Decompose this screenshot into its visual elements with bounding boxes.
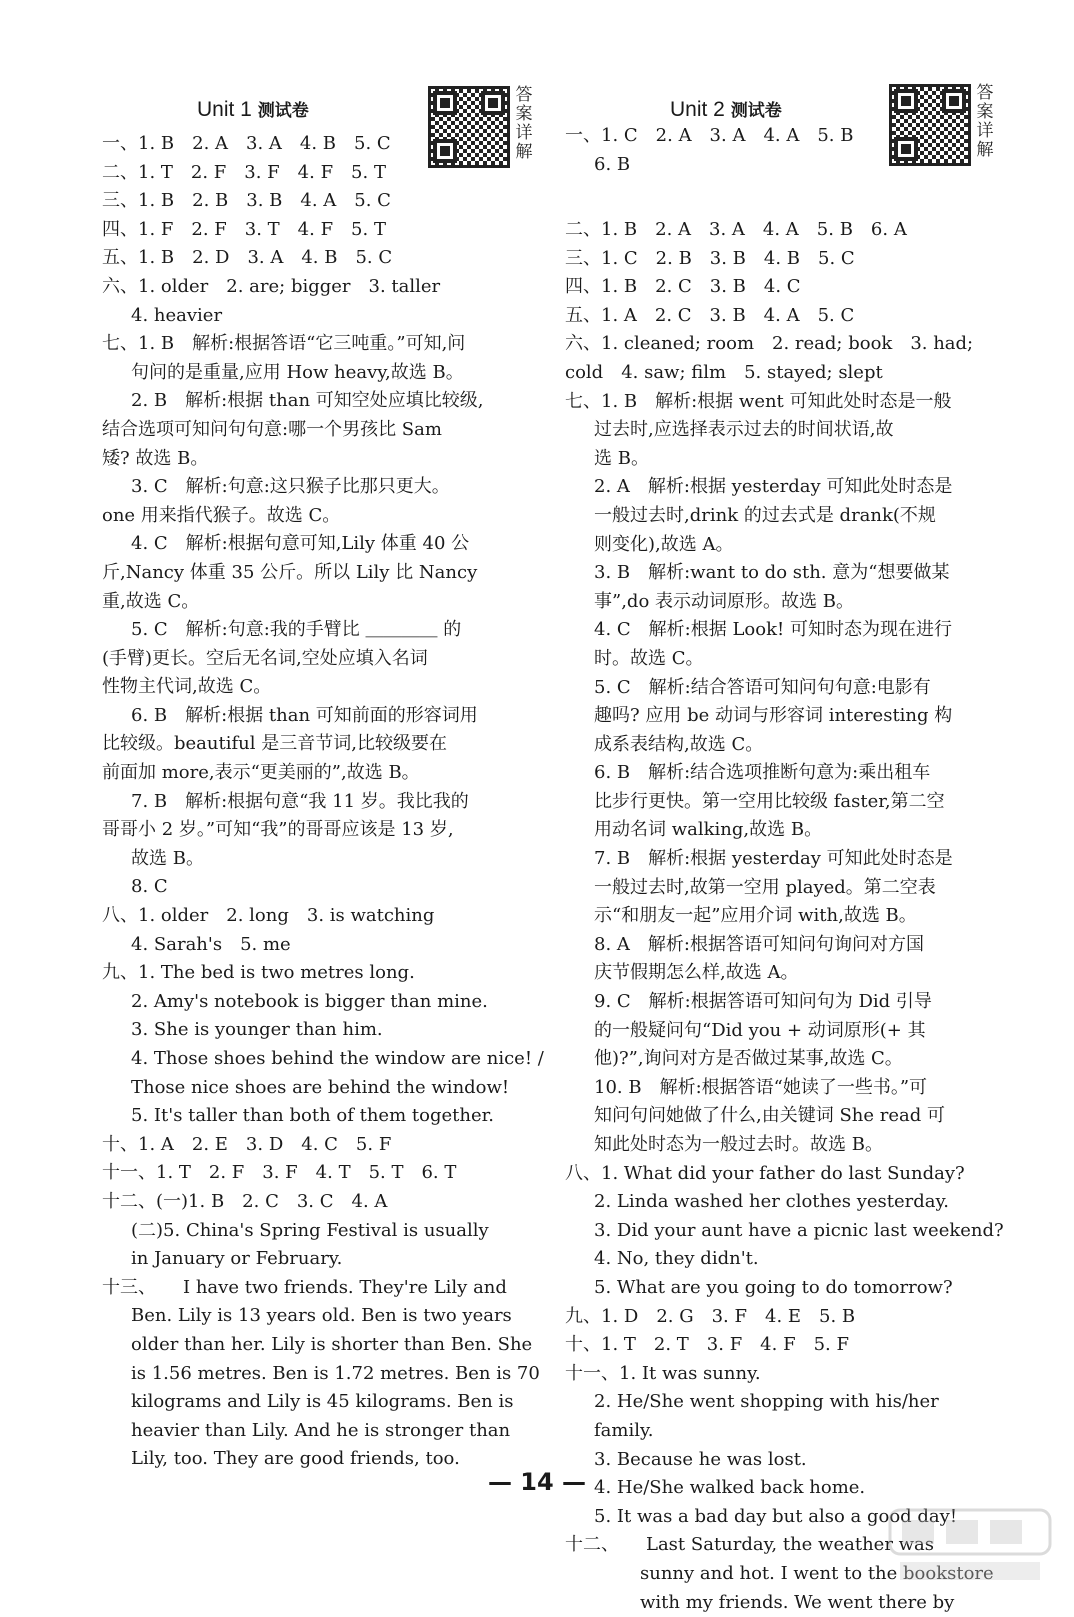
unit1-answer-line: 九、1. The bed is two metres long. (102, 959, 550, 988)
unit1-answer-line: 句问的是重量,应用 How heavy,故选 B。 (102, 359, 550, 388)
unit2-title-text: Unit 2 (670, 98, 725, 121)
unit1-answer-line: 七、1. B 解析:根据答语“它三吨重。”可知,问 (102, 330, 550, 359)
unit1-answer-line: 比较级。beautiful 是三音节词,比较级要在 (102, 730, 550, 759)
unit2-answer-line: 4. No, they didn't. (565, 1245, 1013, 1274)
unit2-answer-line: 2. Linda washed her clothes yesterday. (565, 1188, 1013, 1217)
unit1-header (102, 88, 550, 128)
unit2-answer-line: 十一、1. It was sunny. (565, 1360, 1013, 1389)
unit1-answer-line: 2. B 解析:根据 than 可知空处应填比较级, (102, 387, 550, 416)
unit1-answer-line: 十一、1. T 2. F 3. F 4. T 5. T 6. T (102, 1159, 550, 1188)
unit2-answer-line: 3. B 解析:want to do sth. 意为“想要做某 (565, 559, 1013, 588)
unit2-answer-line: 5. What are you going to do tomorrow? (565, 1274, 1013, 1303)
unit2-answer-line: 用动名词 walking,故选 B。 (565, 816, 1013, 845)
unit2-first-answers (565, 122, 885, 179)
unit1-answer-line: 前面加 more,表示“更美丽的”,故选 B。 (102, 759, 550, 788)
unit2-answer-line: 一般过去时,drink 的过去式是 drank(不规 (565, 502, 1013, 531)
unit2-answer-line: 知此处时态为一般过去时。故选 B。 (565, 1131, 1013, 1160)
unit2-answer-line: sunny and hot. I went to the bookstore (565, 1560, 1013, 1589)
unit1-answer-line: 故选 B。 (102, 845, 550, 874)
unit1-answer-line: 五、1. B 2. D 3. A 4. B 5. C (102, 244, 550, 273)
unit1-answer-line: heavier than Lily. And he is stronger than (102, 1417, 550, 1446)
unit1-answer-line: 八、1. older 2. long 3. is watching (102, 902, 550, 931)
unit1-answer-line: 4. C 解析:根据句意可知,Lily 体重 40 公 (102, 530, 550, 559)
unit2-answer-line: 五、1. A 2. C 3. B 4. A 5. C (565, 302, 1013, 331)
unit2-answer-line: 5. It was a bad day but also a good day! (565, 1503, 1013, 1532)
unit2-answer-line: 七、1. B 解析:根据 went 可知此处时态是一般 (565, 388, 1013, 417)
unit2-answer-line: 3. Because he was lost. (565, 1446, 1013, 1475)
unit1-answer-line: 3. C 解析:句意:这只猴子比那只更大。 (102, 473, 550, 502)
unit1-answer-line: Lily, too. They are good friends, too. (102, 1445, 550, 1474)
unit2-answer-line: 十二、 Last Saturday, the weather was (565, 1531, 1013, 1560)
unit2-answer-line: 2. A 解析:根据 yesterday 可知此处时态是 (565, 473, 1013, 502)
unit1-answer-line: 6. B 解析:根据 than 可知前面的形容词用 (102, 702, 550, 731)
unit2-answer-line: 2. He/She went shopping with his/her (565, 1388, 1013, 1417)
unit1-answer-line: 性物主代词,故选 C。 (102, 673, 550, 702)
unit1-answer-line: (手臂)更长。空后无名词,空处应填入名词 (102, 645, 550, 674)
unit1-answer-line: in January or February. (102, 1245, 550, 1274)
unit1-answer-line: 十二、(一)1. B 2. C 3. C 4. A (102, 1188, 550, 1217)
unit2-answer-line: 知问句问她做了什么,由关键词 She read 可 (565, 1102, 1013, 1131)
unit1-answer-line: Those nice shoes are behind the window! (102, 1074, 550, 1103)
unit2-answer-line: 3. Did your aunt have a picnic last weekend? (565, 1217, 1013, 1246)
unit2-answer-line: 四、1. B 2. C 3. B 4. C (565, 273, 1013, 302)
unit1-answer-line: 重,故选 C。 (102, 588, 550, 617)
unit2-answer-line: with my friends. We went there by (565, 1589, 1013, 1617)
unit1-title-cn: 测试卷 (258, 101, 309, 121)
unit2-title-cn: 测试卷 (731, 101, 782, 121)
qr-label: 答案详解 (975, 84, 997, 160)
unit1-answer-line: 2. Amy's notebook is bigger than mine. (102, 988, 550, 1017)
unit2-answer-line: 二、1. B 2. A 3. A 4. A 5. B 6. A (565, 216, 1013, 245)
unit1-answer-line: 5. C 解析:句意:我的手臂比 ＿＿＿＿ 的 (102, 616, 550, 645)
unit1-answer-line: 斤,Nancy 体重 35 公斤。所以 Lily 比 Nancy (102, 559, 550, 588)
unit2-answer-line: 10. B 解析:根据答语“她读了一些书。”可 (565, 1074, 1013, 1103)
unit1-answer-line: (二)5. China's Spring Festival is usually (102, 1217, 550, 1246)
unit2-answer-line: 一般过去时,故第一空用 played。第二空表 (565, 874, 1013, 903)
page-number: — 14 — (487, 1468, 587, 1496)
unit2-answer-line: 8. A 解析:根据答语可知问句询问对方国 (565, 931, 1013, 960)
unit2-answer-line: 趣吗? 应用 be 动词与形容词 interesting 构 (565, 702, 1013, 731)
unit1-answer-line: 5. It's taller than both of them together. (102, 1102, 550, 1131)
unit2-answer-line: 事”,do 表示动词原形。故选 B。 (565, 588, 1013, 617)
unit2-answer-line: 九、1. D 2. G 3. F 4. E 5. B (565, 1303, 1013, 1332)
unit1-answer-line: kilograms and Lily is 45 kilograms. Ben is (102, 1388, 550, 1417)
unit1-answer-line: 十、1. A 2. E 3. D 4. C 5. F (102, 1131, 550, 1160)
unit1-answer-line: 3. She is younger than him. (102, 1016, 550, 1045)
unit1-answer-line: is 1.56 metres. Ben is 1.72 metres. Ben is 70 (102, 1360, 550, 1389)
unit2-answer-line: 八、1. What did your father do last Sunday? (565, 1160, 1013, 1189)
unit2-answer-line: cold 4. saw; film 5. stayed; slept (565, 359, 1013, 388)
unit1-answer-line: 结合选项可知问句句意:哪一个男孩比 Sam (102, 416, 550, 445)
unit1-answer-line: one 用来指代猴子。故选 C。 (102, 502, 550, 531)
unit1-answer-line: 二、1. T 2. F 3. F 4. F 5. T (102, 159, 550, 188)
unit1-title (197, 96, 309, 122)
qr-label: 答案详解 (514, 86, 536, 162)
unit2-answer-line: 庆节假期怎么样,故选 A。 (565, 959, 1013, 988)
unit2-answer-line: 比步行更快。第一空用比较级 faster,第二空 (565, 788, 1013, 817)
unit2-answer-line: 4. He/She walked back home. (565, 1474, 1013, 1503)
unit1-answers (102, 130, 550, 1474)
unit2-answer-line: 一、1. C 2. A 3. A 4. A 5. B (565, 122, 885, 151)
unit1-answer-line: 7. B 解析:根据句意“我 11 岁。我比我的 (102, 788, 550, 817)
qr-code-icon[interactable] (889, 84, 971, 166)
unit2-answer-line: 6. B 解析:结合选项推断句意为:乘出租车 (565, 759, 1013, 788)
unit2-title (670, 96, 782, 122)
unit2-answer-line: 9. C 解析:根据答语可知问句为 Did 引导 (565, 988, 1013, 1017)
unit2-answer-line: 示“和朋友一起”应用介词 with,故选 B。 (565, 902, 1013, 931)
unit2-answer-line: 十、1. T 2. T 3. F 4. F 5. F (565, 1331, 1013, 1360)
unit2-answer-line: 5. C 解析:结合答语可知问句句意:电影有 (565, 674, 1013, 703)
unit1-title-text: Unit 1 (197, 98, 252, 121)
unit2-answer-line: 成系表结构,故选 C。 (565, 731, 1013, 760)
unit2-answer-line: 选 B。 (565, 445, 1013, 474)
unit1-answer-line: 4. heavier (102, 302, 550, 331)
unit1-answer-line: 4. Sarah's 5. me (102, 931, 550, 960)
unit1-answer-line: Ben. Lily is 13 years old. Ben is two years (102, 1302, 550, 1331)
unit2-answer-line: 过去时,应选择表示过去的时间状语,故 (565, 416, 1013, 445)
unit2-answer-line: 4. C 解析:根据 Look! 可知时态为现在进行 (565, 616, 1013, 645)
unit2-answer-line: 则变化),故选 A。 (565, 531, 1013, 560)
unit2-answer-line: 6. B (565, 151, 885, 180)
unit2-answer-line: 7. B 解析:根据 yesterday 可知此处时态是 (565, 845, 1013, 874)
unit1-answer-line: 一、1. B 2. A 3. A 4. B 5. C (102, 130, 550, 159)
unit2-answer-line: 三、1. C 2. B 3. B 4. B 5. C (565, 245, 1013, 274)
unit2-answer-line: 的一般疑问句“Did you + 动词原形(+ 其 (565, 1017, 1013, 1046)
unit2-answer-line: family. (565, 1417, 1013, 1446)
unit1-answer-line: 8. C (102, 873, 550, 902)
unit1-answer-line: 四、1. F 2. F 3. T 4. F 5. T (102, 216, 550, 245)
unit1-answer-line: 十三、 I have two friends. They're Lily and (102, 1274, 550, 1303)
unit1-answer-line: 哥哥小 2 岁。”可知“我”的哥哥应该是 13 岁, (102, 816, 550, 845)
unit1-answer-line: 矮? 故选 B。 (102, 445, 550, 474)
unit2-answer-line: 时。故选 C。 (565, 645, 1013, 674)
unit2-answer-line: 六、1. cleaned; room 2. read; book 3. had; (565, 330, 1013, 359)
unit1-answer-line: older than her. Lily is shorter than Ben. She (102, 1331, 550, 1360)
unit1-answer-line: 三、1. B 2. B 3. B 4. A 5. C (102, 187, 550, 216)
unit1-answer-line: 六、1. older 2. are; bigger 3. taller (102, 273, 550, 302)
unit2-answer-line: 他)?”,询问对方是否做过某事,故选 C。 (565, 1045, 1013, 1074)
unit1-answer-line: 4. Those shoes behind the window are nice! / (102, 1045, 550, 1074)
unit2-answers (565, 216, 1013, 1617)
watermark-logo-icon (880, 1500, 1060, 1590)
